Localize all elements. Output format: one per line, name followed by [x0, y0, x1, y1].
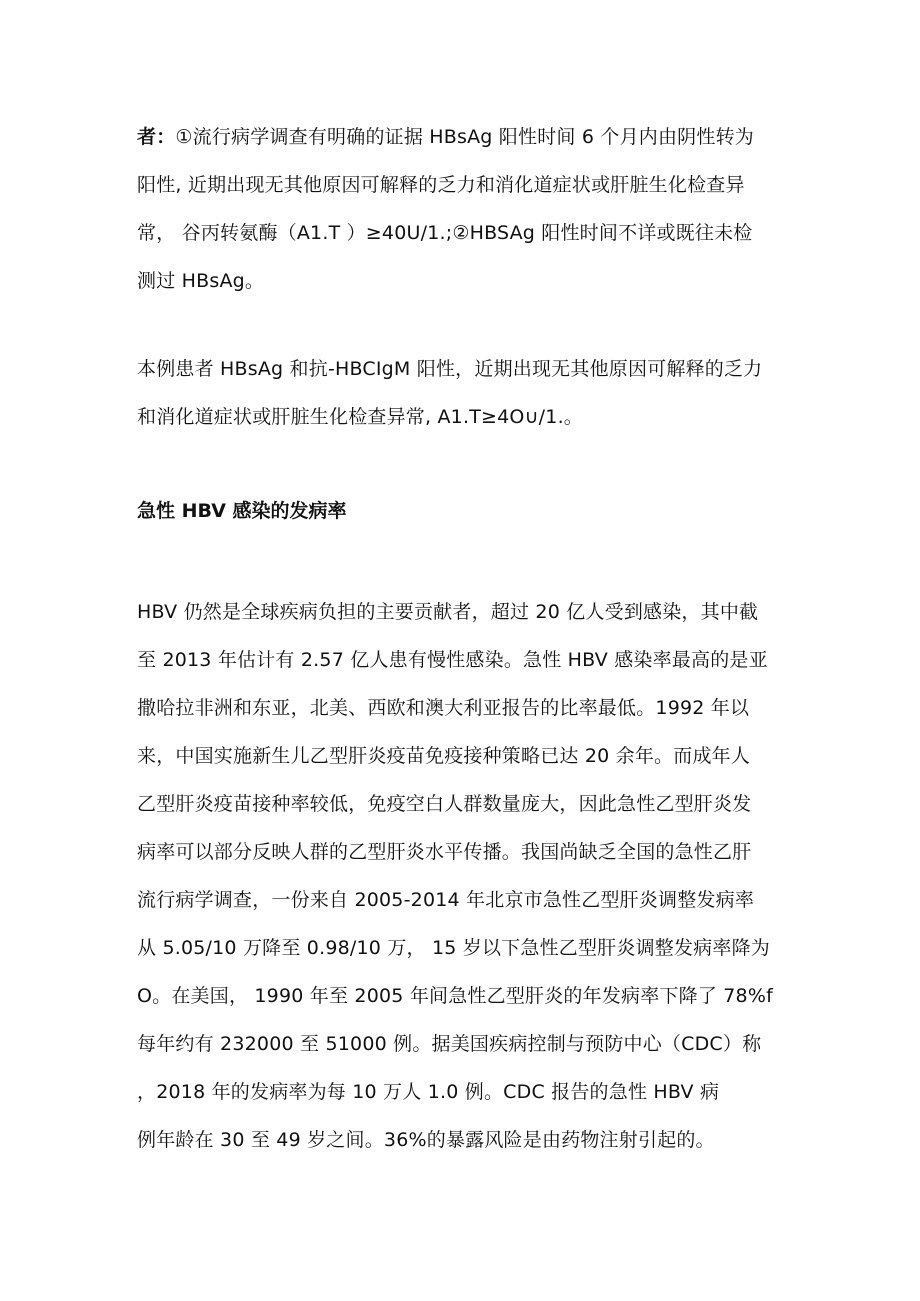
paragraph-line-text: ①流行病学调查有明确的证据 HBsAg 阳性时间 6 个月内由阴性转为 [175, 126, 754, 148]
paragraph-line: 例年龄在 30 至 49 岁之间。36%的暴露风险是由药物注射引起的。 [137, 1129, 715, 1151]
paragraph-line: 本例患者 HBsAg 和抗-HBCIgM 阳性，近期出现无其他原因可解释的乏力 [137, 358, 763, 380]
paragraph-line: 流行病学调查，一份来自 2005-2014 年北京市急性乙型肝炎调整发病率 [137, 889, 755, 911]
paragraph-line [137, 113, 787, 161]
paragraph-line: 阳性, 近期出现无其他原因可解释的乏力和消化道症状或肝脏生化检查异 [137, 174, 745, 196]
diagnosis-criteria-paragraph [137, 113, 787, 305]
paragraph-line: ，2018 年的发病率为每 10 万人 1.0 例。CDC 报告的急性 HBV 病 [137, 1081, 720, 1103]
paragraph-line: 和消化道症状或肝脏生化检查异常, A1.T≥4O∪/1.。 [137, 406, 584, 428]
paragraph-line: 乙型肝炎疫苗接种率较低，免疫空白人群数量庞大，因此急性乙型肝炎发 [137, 793, 752, 815]
paragraph-line: 撒哈拉非洲和东亚，北美、西欧和澳大利亚报告的比率最低。1992 年以 [137, 697, 750, 719]
paragraph-line: 测过 HBsAg。 [137, 270, 265, 292]
paragraph-line: 从 5.05/10 万降至 0.98/10 万， 15 岁以下急性乙型肝炎调整发病率降为 [137, 937, 770, 959]
paragraph-line: 常， 谷丙转氨酶（A1.T ）≥40U/1.;②HBSAg 阳性时间不详或既往未检 [137, 222, 753, 244]
incidence-paragraph [137, 588, 787, 1164]
paragraph-line: 每年约有 232000 至 51000 例。据美国疾病控制与预防中心（CDC）称 [137, 1033, 762, 1055]
paragraph-line: 至 2013 年估计有 2.57 亿人患有慢性感染。急性 HBV 感染率最高的是亚 [137, 649, 768, 671]
section-heading: 急性 HBV 感染的发病率 [137, 500, 347, 522]
case-summary-paragraph [137, 345, 787, 441]
paragraph-line: O。在美国， 1990 年至 2005 年间急性乙型肝炎的年发病率下降了 78%f [137, 985, 773, 1007]
paragraph-line: 病率可以部分反映人群的乙型肝炎水平传播。我国尚缺乏全国的急性乙肝 [137, 841, 752, 863]
paragraph-line: 来，中国实施新生儿乙型肝炎疫苗免疫接种策略已达 20 余年。而成年人 [137, 745, 751, 767]
paragraph-line: HBV 仍然是全球疾病负担的主要贡献者，超过 20 亿人受到感染，其中截 [137, 601, 759, 623]
paragraph-lead: 者： [137, 126, 176, 148]
